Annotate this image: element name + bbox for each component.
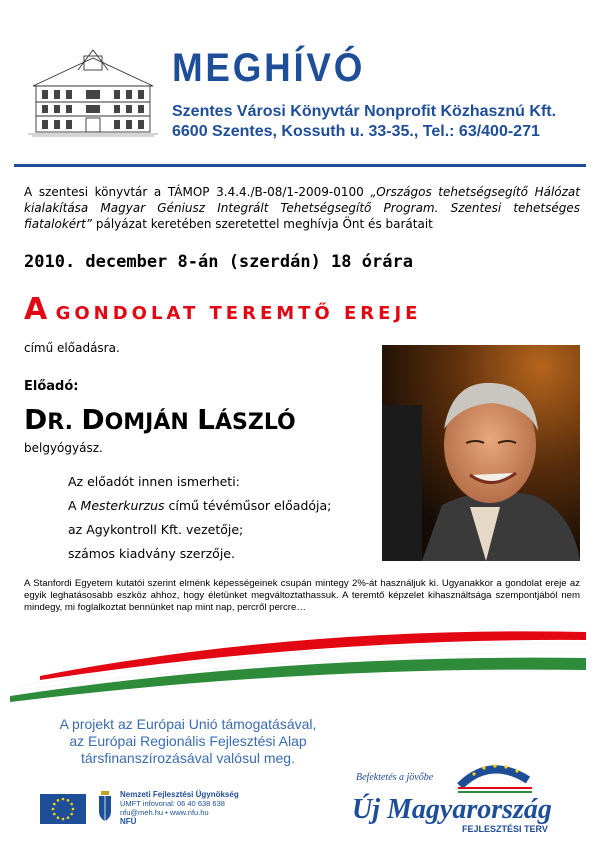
event-subtitle: című előadásra. [24,341,120,355]
nfu-web: nfu@meh.hu • www.nfu.hu [120,808,209,817]
funding-line: A projekt az Európai Unió támogatásával, [59,716,317,732]
uj-magyarorszag-logo [350,758,582,836]
organization-name: Szentes Városi Könyvtár Nonprofit Közhasznú Kft. [172,103,557,120]
organization-address: 6600 Szentes, Kossuth u. 33-35., Tel.: 63/400-271 [172,123,540,140]
nfu-infoline: ÚMFT infovonal: 06 40 638 638 [120,799,225,808]
event-title-rest: GONDOLAT TEREMTŐ EREJE [55,303,422,324]
bio-line [68,494,368,518]
funding-line: az Európai Regionális Fejlesztési Alap [69,733,307,749]
bio-line: az Agykontroll Kft. vezetője; [68,522,244,537]
speaker-label: Előadó: [24,379,79,394]
tricolor-swoosh [0,618,600,708]
speaker-name-part: D [81,403,105,436]
eu-funding-note [28,716,348,767]
nfu-short: NFÜ [120,817,137,826]
speaker-photo [382,345,580,561]
bio-text: című tévéműsor előadója; [164,498,332,513]
speaker-bio [68,470,368,566]
speaker-name-part: ÁSZLÓ [215,410,296,435]
event-title [24,292,421,327]
coat-of-arms-icon [98,791,112,827]
speaker-name-part: D [24,403,48,436]
body-paragraph: A Stanfordi Egyetem kutatói szerint elménk képességeinek csupán mintegy 2%-át használjuk ki. Ugyanakkor a gondolat ereje az egyik leghatásosabb eszköz ahhoz, hogy életünket megváltoztathassuk. A teremtő képzelet kihasználtsága szempontjából nem mindegy, mi foglalkoztat bennünket nap mint nap, percről percre… [24,578,580,613]
library-building-logo [28,46,158,138]
intro-text-2: pályázat keretében szeretettel meghívja Önt és barátait [92,217,433,231]
funding-line: társfinanszírozásával valósul meg. [81,750,295,766]
speaker-name-part: OMJÁN [104,410,189,435]
speaker-name-part: L [197,403,215,436]
speaker-name [24,403,296,436]
um-slogan: Befektetés a jövőbe [356,772,434,783]
eu-flag-icon [40,794,86,824]
invitation-title: MEGHÍVÓ [172,46,366,90]
bio-line: számos kiadvány szerzője. [68,546,235,561]
um-title: Új Magyarország [352,794,552,825]
nfu-agency-info [120,790,280,826]
nfu-name: Nemzeti Fejlesztési Ügynökség [120,790,239,799]
bio-intro: Az előadót innen ismerheti: [68,474,240,489]
speaker-name-part: R. [47,410,73,435]
bio-text: A [68,498,81,513]
intro-paragraph [24,184,580,232]
um-subtitle: FEJLESZTÉSI TERV [462,824,548,834]
event-date: 2010. december 8-án (szerdán) 18 órára [24,252,413,272]
intro-program-name: „Országos tehetségsegítő Hálózat kialakítása Magyar Géniusz Integrált Tehetségsegítő Program. Szentesi tehetséges fiatalokért” [24,185,580,231]
speaker-profession: belgyógyász. [24,441,103,455]
event-title-initial: A [24,292,48,327]
intro-text-1: A szentesi könyvtár a TÁMOP 3.4.4./B-08/1-2009-0100 [24,185,371,199]
bio-show-name: Mesterkurzus [80,498,165,513]
header-divider [14,164,586,167]
